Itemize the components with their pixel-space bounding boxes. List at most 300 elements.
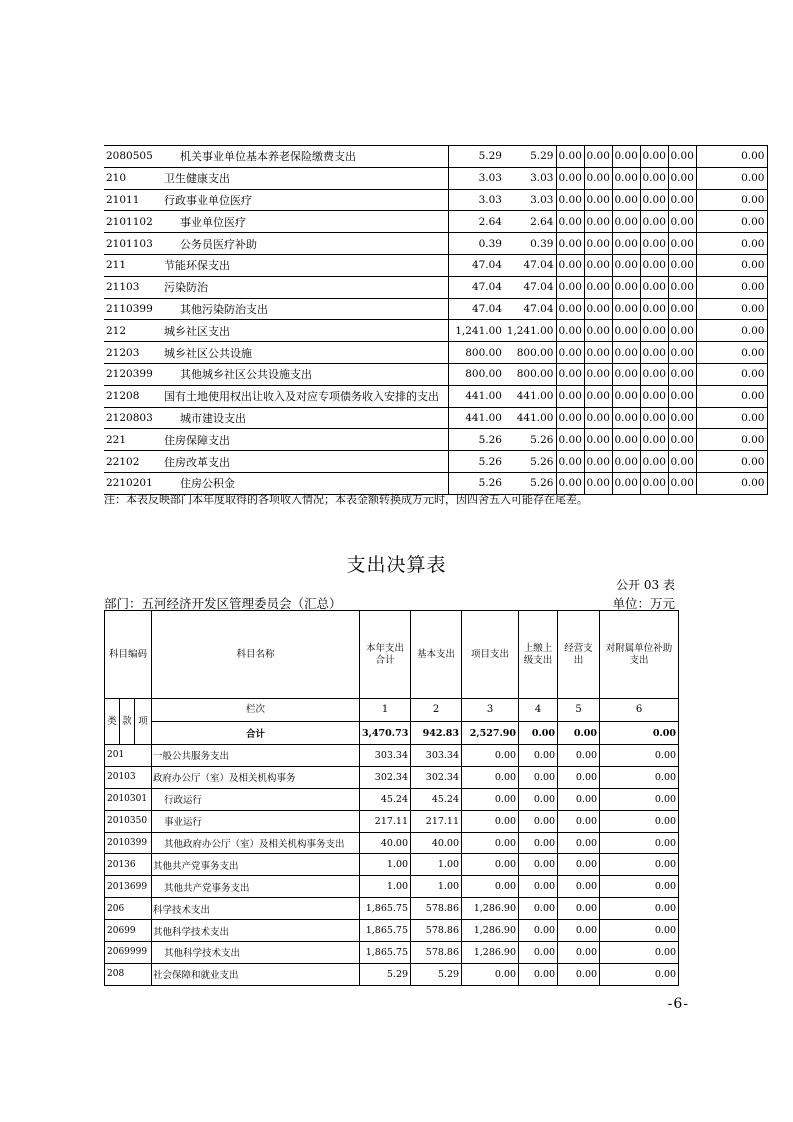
amount-cell: 0.00 xyxy=(556,429,584,451)
subject-name: 其他共产党事务支出 xyxy=(152,854,360,876)
amount-cell: 0.00 xyxy=(556,254,584,276)
total-label: 合计 xyxy=(152,722,360,745)
amount-cell: 1,865.75 xyxy=(360,920,411,942)
subject-code: 201 xyxy=(105,745,152,767)
amount-cell: 2.64 xyxy=(448,211,504,233)
amount-cell: 0.00 xyxy=(640,451,668,473)
total-value: 3,470.73 xyxy=(360,722,411,745)
amount-cell: 0.00 xyxy=(556,385,584,407)
amount-cell: 5.29 xyxy=(504,146,556,168)
table-row xyxy=(104,233,767,255)
amount-cell: 0.00 xyxy=(668,385,696,407)
amount-cell: 0.00 xyxy=(600,810,679,832)
subject-code: 20136 xyxy=(105,854,152,876)
subject-name: 其他共产党事务支出 xyxy=(152,876,360,898)
total-value: 0.00 xyxy=(519,722,558,745)
table-row xyxy=(104,407,767,429)
subject-name: 科学技术支出 xyxy=(152,898,360,920)
amount-cell: 578.86 xyxy=(411,920,462,942)
amount-cell: 0.00 xyxy=(556,146,584,168)
amount-cell: 0.00 xyxy=(640,472,668,494)
amount-cell: 1.00 xyxy=(411,876,462,898)
amount-cell: 0.00 xyxy=(462,876,519,898)
amount-cell: 0.00 xyxy=(584,167,612,189)
amount-cell: 0.00 xyxy=(612,320,640,342)
subject-name: 事业运行 xyxy=(152,810,360,832)
amount-cell: 0.00 xyxy=(558,766,600,788)
subject-code-header: 科目编码 xyxy=(105,611,152,699)
amount-cell: 0.00 xyxy=(696,146,767,168)
total-value: 0.00 xyxy=(558,722,600,745)
amount-cell: 0.00 xyxy=(519,745,558,767)
amount-cell: 0.00 xyxy=(519,963,558,985)
amount-cell: 0.39 xyxy=(504,233,556,255)
amount-cell: 217.11 xyxy=(360,810,411,832)
amount-cell: 0.00 xyxy=(584,407,612,429)
table-row xyxy=(105,963,679,985)
table-row xyxy=(104,363,767,385)
amount-cell: 5.26 xyxy=(448,472,504,494)
amount-cell: 0.00 xyxy=(696,472,767,494)
table-row xyxy=(104,429,767,451)
table-row xyxy=(104,254,767,276)
subject-name: 公务员医疗补助 xyxy=(162,233,448,255)
amount-cell: 1.00 xyxy=(360,876,411,898)
amount-cell: 0.00 xyxy=(696,363,767,385)
subject-code: 2010399 xyxy=(105,832,152,854)
amount-cell: 303.34 xyxy=(360,745,411,767)
amount-cell: 0.00 xyxy=(696,451,767,473)
amount-cell: 0.00 xyxy=(640,363,668,385)
subject-code: 210 xyxy=(104,167,162,189)
subject-code: 2110399 xyxy=(104,298,162,320)
amount-cell: 5.26 xyxy=(504,429,556,451)
subject-code: 22102 xyxy=(104,451,162,473)
amount-cell: 800.00 xyxy=(504,342,556,364)
amount-cell: 0.00 xyxy=(556,276,584,298)
subject-name: 行政事业单位医疗 xyxy=(162,189,448,211)
amount-cell: 0.00 xyxy=(584,233,612,255)
amount-cell: 0.00 xyxy=(696,276,767,298)
amount-cell: 0.00 xyxy=(600,898,679,920)
subject-code: 21203 xyxy=(104,342,162,364)
amount-cell: 0.00 xyxy=(612,146,640,168)
table-row xyxy=(105,876,679,898)
subject-name: 住房保障支出 xyxy=(162,429,448,451)
amount-cell: 0.00 xyxy=(584,298,612,320)
amount-cell: 0.00 xyxy=(668,146,696,168)
amount-cell: 0.00 xyxy=(612,451,640,473)
subject-name: 其他污染防治支出 xyxy=(162,298,448,320)
column-number: 1 xyxy=(360,699,411,722)
subject-name: 行政运行 xyxy=(152,788,360,810)
income-table-continued xyxy=(104,145,768,495)
amount-cell: 0.00 xyxy=(556,211,584,233)
amount-cell: 0.00 xyxy=(600,832,679,854)
amount-cell: 0.00 xyxy=(462,854,519,876)
amount-cell: 441.00 xyxy=(448,385,504,407)
amount-cell: 0.00 xyxy=(600,788,679,810)
subject-code: 21103 xyxy=(104,276,162,298)
amount-cell: 0.00 xyxy=(612,189,640,211)
amount-cell: 0.00 xyxy=(640,298,668,320)
amount-cell: 0.00 xyxy=(668,363,696,385)
subject-name: 其他科学技术支出 xyxy=(152,920,360,942)
subject-code: 2101102 xyxy=(104,211,162,233)
form-number: 公开 03 表 xyxy=(616,578,675,592)
amount-cell: 578.86 xyxy=(411,942,462,964)
amount-cell: 1,241.00 xyxy=(448,320,504,342)
subject-name: 污染防治 xyxy=(162,276,448,298)
amount-cell: 1,241.00 xyxy=(504,320,556,342)
amount-cell: 0.00 xyxy=(696,189,767,211)
amount-cell: 0.00 xyxy=(696,320,767,342)
subject-name: 住房公积金 xyxy=(162,472,448,494)
table-row xyxy=(105,766,679,788)
amount-cell: 0.00 xyxy=(584,189,612,211)
amount-cell: 0.00 xyxy=(462,745,519,767)
table-row xyxy=(104,276,767,298)
subject-name: 卫生健康支出 xyxy=(162,167,448,189)
table-row xyxy=(105,942,679,964)
subject-code: 2010301 xyxy=(105,788,152,810)
amount-cell: 0.00 xyxy=(668,320,696,342)
total-value: 0.00 xyxy=(600,722,679,745)
lei-header: 类 xyxy=(105,699,120,745)
amount-cell: 0.00 xyxy=(519,810,558,832)
amount-cell: 0.00 xyxy=(640,385,668,407)
amount-cell: 800.00 xyxy=(448,342,504,364)
amount-cell: 0.00 xyxy=(462,788,519,810)
amount-cell: 1,286.90 xyxy=(462,898,519,920)
subject-code: 212 xyxy=(104,320,162,342)
amount-cell: 302.34 xyxy=(360,766,411,788)
amount-cell: 0.00 xyxy=(462,963,519,985)
amount-cell: 0.00 xyxy=(556,451,584,473)
subject-name: 住房改革支出 xyxy=(162,451,448,473)
subject-name: 城市建设支出 xyxy=(162,407,448,429)
amount-cell: 0.00 xyxy=(556,189,584,211)
amount-cell: 0.00 xyxy=(558,876,600,898)
amount-cell: 0.00 xyxy=(668,429,696,451)
column-number: 3 xyxy=(462,699,519,722)
table-row xyxy=(104,451,767,473)
amount-cell: 0.00 xyxy=(556,472,584,494)
subject-code: 2010350 xyxy=(105,810,152,832)
amount-cell: 0.00 xyxy=(558,942,600,964)
table-row xyxy=(105,745,679,767)
subject-name: 政府办公厅（室）及相关机构事务 xyxy=(152,766,360,788)
table-row xyxy=(105,920,679,942)
amount-cell: 0.00 xyxy=(612,276,640,298)
amount-cell: 0.00 xyxy=(558,810,600,832)
table-row xyxy=(104,146,767,168)
amount-cell: 0.00 xyxy=(640,233,668,255)
amount-cell: 0.00 xyxy=(640,320,668,342)
amount-cell: 0.00 xyxy=(612,363,640,385)
amount-cell: 303.34 xyxy=(411,745,462,767)
amount-cell: 0.00 xyxy=(640,146,668,168)
amount-cell: 47.04 xyxy=(448,298,504,320)
amount-cell: 47.04 xyxy=(504,276,556,298)
amount-cell: 0.00 xyxy=(696,407,767,429)
amount-cell: 0.00 xyxy=(556,233,584,255)
subject-code: 2101103 xyxy=(104,233,162,255)
amount-cell: 0.00 xyxy=(640,254,668,276)
subject-code: 2013699 xyxy=(105,876,152,898)
subject-code: 221 xyxy=(104,429,162,451)
table-row xyxy=(104,211,767,233)
amount-cell: 0.00 xyxy=(612,167,640,189)
amount-cell: 0.00 xyxy=(668,276,696,298)
amount-cell: 0.00 xyxy=(640,167,668,189)
amount-cell: 0.00 xyxy=(668,342,696,364)
amount-cell: 0.00 xyxy=(556,363,584,385)
amount-cell: 5.29 xyxy=(360,963,411,985)
amount-cell: 1,865.75 xyxy=(360,898,411,920)
amount-cell: 0.00 xyxy=(640,211,668,233)
amount-cell: 0.00 xyxy=(640,429,668,451)
amount-cell: 47.04 xyxy=(448,254,504,276)
subject-code: 2120399 xyxy=(104,363,162,385)
amount-cell: 3.03 xyxy=(504,167,556,189)
subject-name: 其他政府办公厅（室）及相关机构事务支出 xyxy=(152,832,360,854)
amount-cell: 0.00 xyxy=(696,298,767,320)
amount-cell: 0.00 xyxy=(519,876,558,898)
amount-cell: 0.00 xyxy=(612,429,640,451)
amount-cell: 0.00 xyxy=(668,189,696,211)
column-number: 4 xyxy=(519,699,558,722)
amount-cell: 0.00 xyxy=(584,429,612,451)
amount-cell: 5.29 xyxy=(411,963,462,985)
amount-cell: 0.00 xyxy=(600,942,679,964)
amount-cell: 0.00 xyxy=(558,920,600,942)
amount-cell: 0.00 xyxy=(600,876,679,898)
amount-cell: 0.00 xyxy=(584,451,612,473)
amount-cell: 0.00 xyxy=(612,407,640,429)
page-title: 支出决算表 xyxy=(346,554,447,576)
table-row xyxy=(105,832,679,854)
amount-cell: 0.00 xyxy=(640,407,668,429)
department-label: 部门：五河经济开发区管理委员会（汇总） xyxy=(104,596,342,611)
amount-cell: 0.00 xyxy=(696,342,767,364)
amount-cell: 800.00 xyxy=(448,363,504,385)
amount-cell: 1.00 xyxy=(411,854,462,876)
subject-name: 社会保障和就业支出 xyxy=(152,963,360,985)
amount-cell: 45.24 xyxy=(360,788,411,810)
total-value: 2,527.90 xyxy=(462,722,519,745)
table-row xyxy=(104,167,767,189)
table-row xyxy=(105,788,679,810)
amount-cell: 40.00 xyxy=(411,832,462,854)
amount-cell: 0.00 xyxy=(640,276,668,298)
table-row xyxy=(105,810,679,832)
subject-name: 其他城乡社区公共设施支出 xyxy=(162,363,448,385)
unit-label: 单位：万元 xyxy=(612,596,675,611)
amount-cell: 0.00 xyxy=(612,254,640,276)
amount-cell: 40.00 xyxy=(360,832,411,854)
amount-cell: 1,286.90 xyxy=(462,920,519,942)
subject-code: 2069999 xyxy=(105,942,152,964)
table-row xyxy=(105,898,679,920)
amount-cell: 0.00 xyxy=(584,472,612,494)
amount-cell: 217.11 xyxy=(411,810,462,832)
table-row xyxy=(105,854,679,876)
amount-cell: 0.00 xyxy=(600,745,679,767)
subject-name: 城乡社区公共设施 xyxy=(162,342,448,364)
amount-cell: 0.00 xyxy=(668,167,696,189)
amount-cell: 0.00 xyxy=(600,963,679,985)
amount-cell: 0.00 xyxy=(556,298,584,320)
amount-cell: 0.00 xyxy=(558,854,600,876)
amount-cell: 3.03 xyxy=(504,189,556,211)
col-header-upper: 上缴上级支出 xyxy=(519,611,558,699)
amount-cell: 0.00 xyxy=(668,472,696,494)
amount-cell: 0.00 xyxy=(556,167,584,189)
amount-cell: 5.26 xyxy=(504,451,556,473)
amount-cell: 0.00 xyxy=(462,810,519,832)
column-number-label: 栏次 xyxy=(152,699,360,722)
subject-name: 城乡社区支出 xyxy=(162,320,448,342)
amount-cell: 3.03 xyxy=(448,167,504,189)
amount-cell: 3.03 xyxy=(448,189,504,211)
amount-cell: 0.00 xyxy=(612,233,640,255)
amount-cell: 0.00 xyxy=(519,942,558,964)
subject-name: 事业单位医疗 xyxy=(162,211,448,233)
amount-cell: 0.00 xyxy=(584,363,612,385)
amount-cell: 0.00 xyxy=(668,298,696,320)
amount-cell: 0.00 xyxy=(584,342,612,364)
expense-table xyxy=(104,610,679,986)
subject-code: 208 xyxy=(105,963,152,985)
amount-cell: 0.00 xyxy=(519,788,558,810)
amount-cell: 0.00 xyxy=(668,451,696,473)
table-row xyxy=(104,385,767,407)
subject-code: 20699 xyxy=(105,920,152,942)
table-row xyxy=(104,342,767,364)
table-row xyxy=(104,189,767,211)
amount-cell: 1,286.90 xyxy=(462,942,519,964)
amount-cell: 0.00 xyxy=(668,254,696,276)
amount-cell: 0.39 xyxy=(448,233,504,255)
amount-cell: 0.00 xyxy=(696,385,767,407)
amount-cell: 0.00 xyxy=(640,342,668,364)
amount-cell: 302.34 xyxy=(411,766,462,788)
amount-cell: 0.00 xyxy=(696,429,767,451)
amount-cell: 0.00 xyxy=(584,276,612,298)
subject-name: 机关事业单位基本养老保险缴费支出 xyxy=(162,146,448,168)
amount-cell: 2.64 xyxy=(504,211,556,233)
subject-code: 2210201 xyxy=(104,472,162,494)
amount-cell: 0.00 xyxy=(519,920,558,942)
amount-cell: 0.00 xyxy=(519,832,558,854)
column-number: 5 xyxy=(558,699,600,722)
amount-cell: 47.04 xyxy=(504,254,556,276)
amount-cell: 441.00 xyxy=(504,407,556,429)
amount-cell: 800.00 xyxy=(504,363,556,385)
subject-name: 节能环保支出 xyxy=(162,254,448,276)
amount-cell: 0.00 xyxy=(558,963,600,985)
amount-cell: 0.00 xyxy=(612,298,640,320)
amount-cell: 0.00 xyxy=(519,898,558,920)
amount-cell: 1,865.75 xyxy=(360,942,411,964)
subject-code: 211 xyxy=(104,254,162,276)
amount-cell: 0.00 xyxy=(612,342,640,364)
subject-code: 206 xyxy=(105,898,152,920)
amount-cell: 0.00 xyxy=(558,745,600,767)
amount-cell: 5.29 xyxy=(448,146,504,168)
col-header-total: 本年支出合计 xyxy=(360,611,411,699)
amount-cell: 441.00 xyxy=(448,407,504,429)
table-row xyxy=(104,298,767,320)
subject-code: 20103 xyxy=(105,766,152,788)
amount-cell: 47.04 xyxy=(504,298,556,320)
xiang-header: 项 xyxy=(135,699,152,745)
col-header-business: 经营支出 xyxy=(558,611,600,699)
amount-cell: 0.00 xyxy=(600,766,679,788)
kuan-header: 款 xyxy=(120,699,135,745)
amount-cell: 0.00 xyxy=(696,211,767,233)
amount-cell: 0.00 xyxy=(668,211,696,233)
amount-cell: 0.00 xyxy=(584,254,612,276)
subject-code: 21208 xyxy=(104,385,162,407)
amount-cell: 45.24 xyxy=(411,788,462,810)
amount-cell: 0.00 xyxy=(584,385,612,407)
col-header-project: 项目支出 xyxy=(462,611,519,699)
amount-cell: 0.00 xyxy=(612,385,640,407)
amount-cell: 0.00 xyxy=(462,832,519,854)
amount-cell: 5.26 xyxy=(448,429,504,451)
amount-cell: 0.00 xyxy=(558,898,600,920)
amount-cell: 0.00 xyxy=(556,320,584,342)
subject-name: 其他科学技术支出 xyxy=(152,942,360,964)
amount-cell: 5.26 xyxy=(448,451,504,473)
amount-cell: 0.00 xyxy=(612,472,640,494)
amount-cell: 0.00 xyxy=(519,766,558,788)
col-header-basic: 基本支出 xyxy=(411,611,462,699)
subject-name: 国有土地使用权出让收入及对应专项债务收入安排的支出 xyxy=(162,385,448,407)
amount-cell: 1.00 xyxy=(360,854,411,876)
table-footnote: 注：本表反映部门本年度取得的各项收入情况；本表金额转换成万元时，因四舍五入可能存在尾差。 xyxy=(104,493,588,506)
amount-cell: 0.00 xyxy=(462,766,519,788)
column-number: 6 xyxy=(600,699,679,722)
amount-cell: 0.00 xyxy=(696,254,767,276)
subject-code: 21011 xyxy=(104,189,162,211)
col-header-subsidy: 对附属单位补助支出 xyxy=(600,611,679,699)
amount-cell: 0.00 xyxy=(696,167,767,189)
amount-cell: 0.00 xyxy=(558,788,600,810)
amount-cell: 0.00 xyxy=(519,854,558,876)
amount-cell: 0.00 xyxy=(556,342,584,364)
table-row xyxy=(104,320,767,342)
subject-code: 2080505 xyxy=(104,146,162,168)
amount-cell: 0.00 xyxy=(584,320,612,342)
amount-cell: 578.86 xyxy=(411,898,462,920)
column-number: 2 xyxy=(411,699,462,722)
amount-cell: 0.00 xyxy=(584,211,612,233)
amount-cell: 0.00 xyxy=(612,211,640,233)
subject-name: 一般公共服务支出 xyxy=(152,745,360,767)
amount-cell: 0.00 xyxy=(556,407,584,429)
amount-cell: 441.00 xyxy=(504,385,556,407)
amount-cell: 5.26 xyxy=(504,472,556,494)
subject-code: 2120803 xyxy=(104,407,162,429)
amount-cell: 0.00 xyxy=(558,832,600,854)
page-number: -6- xyxy=(667,996,689,1012)
amount-cell: 0.00 xyxy=(668,233,696,255)
amount-cell: 0.00 xyxy=(640,189,668,211)
amount-cell: 0.00 xyxy=(668,407,696,429)
